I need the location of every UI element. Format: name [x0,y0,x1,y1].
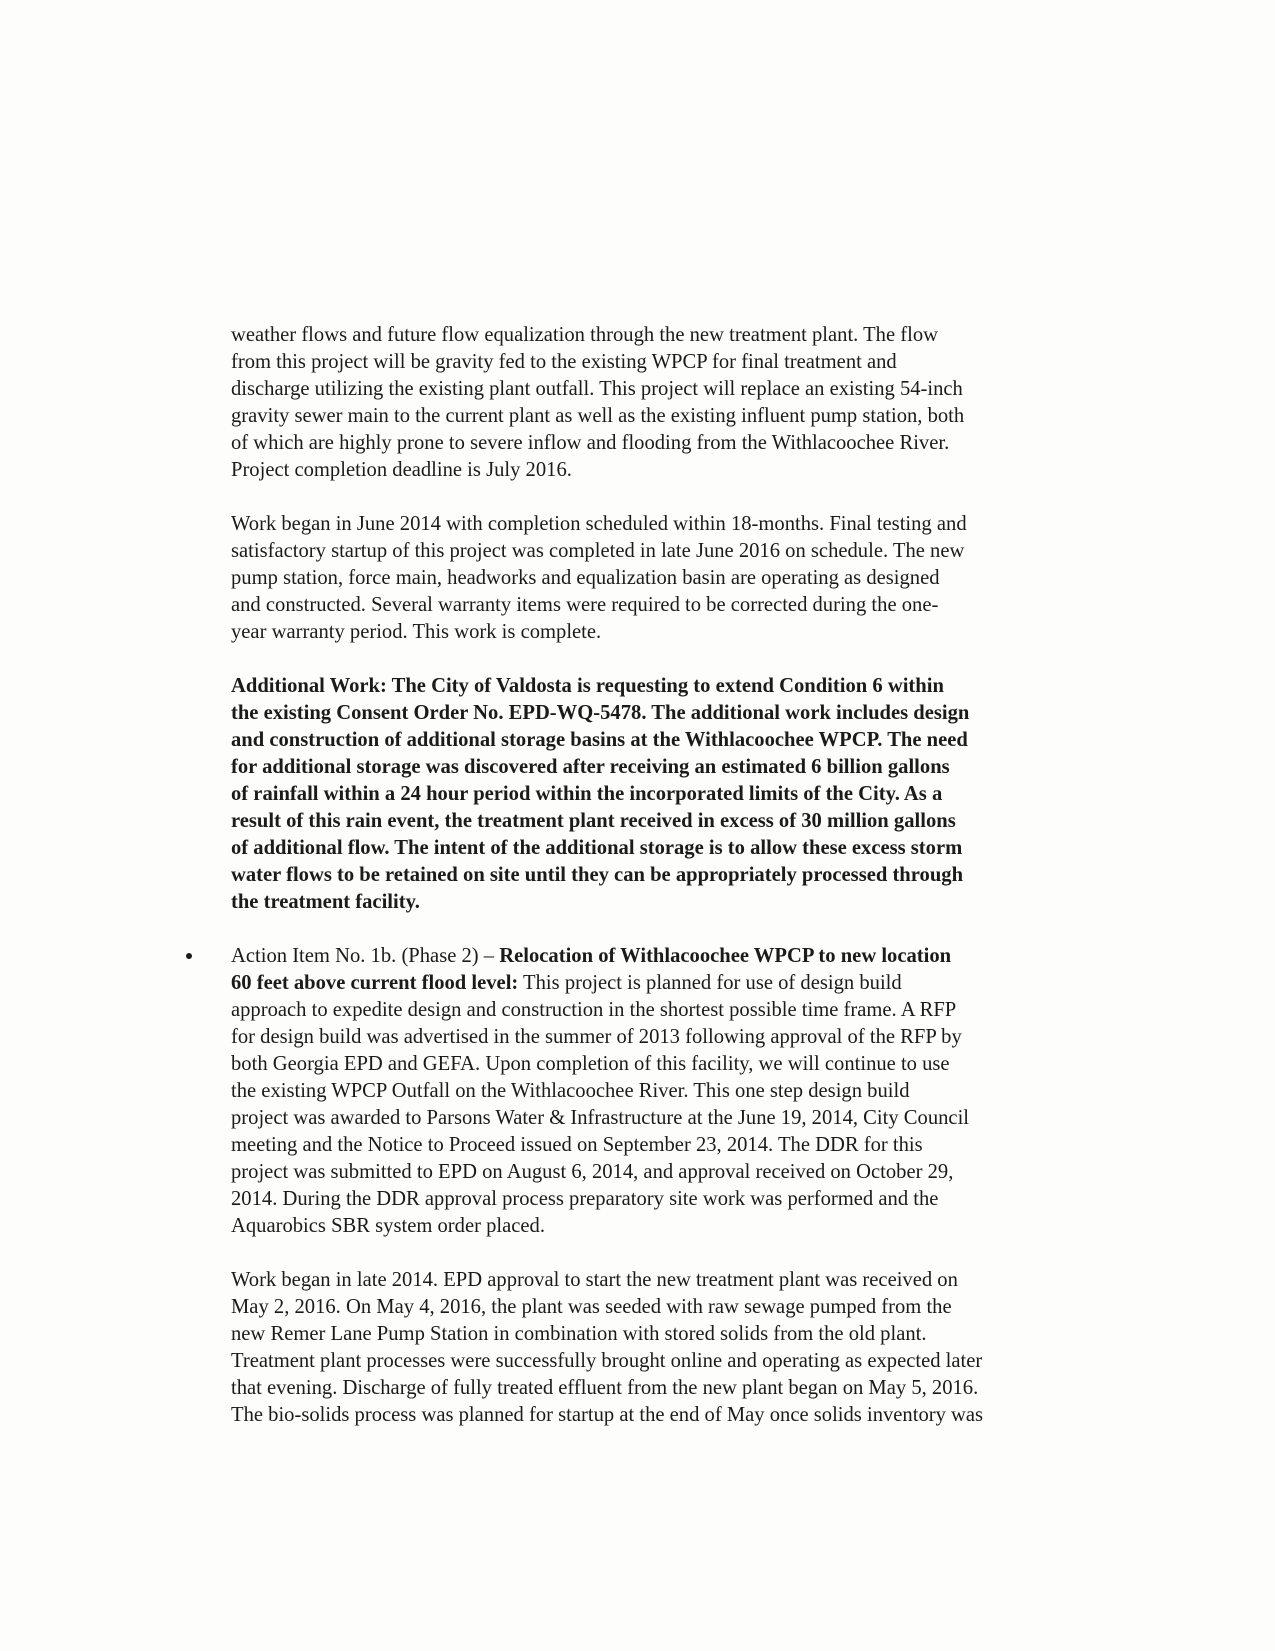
text-line: approach to expedite design and construction in the shortest possible time frame. A RFP [231,999,957,1021]
text-line: satisfactory startup of this project was completed in late June 2016 on schedule. The new [231,540,965,562]
text-line: of additional flow. The intent of the additional storage is to allow these excess storm [231,837,963,859]
text-line: for additional storage was discovered after receiving an estimated 6 billion gallons [231,756,950,778]
text-line: Treatment plant processes were successfully brought online and operating as expected later [231,1350,983,1372]
bullet-lead-text: Action Item No. 1b. (Phase 2) – [231,945,500,967]
bullet-item-action-1b [231,943,1079,1240]
text-line: and constructed. Several warranty items were required to be corrected during the one- [231,594,939,616]
text-line: discharge utilizing the existing plant outfall. This project will replace an existing 54-inch [231,378,963,400]
text-line: that evening. Discharge of fully treated effluent from the new plant began on May 5, 2016. [231,1377,979,1399]
paragraph-work-began-2014 [231,511,1079,646]
text-line: Work began in late 2014. EPD approval to start the new treatment plant was received on [231,1269,958,1291]
bullet-heading-text: Relocation of Withlacoochee WPCP to new location [499,945,952,967]
text-line: the existing Consent Order No. EPD-WQ-5478. The additional work includes design [231,702,970,724]
text-line: of rainfall within a 24 hour period within the incorporated limits of the City. As a [231,783,943,805]
bullet-body-text: This project is planned for use of design build [518,972,902,994]
text-line: of which are highly prone to severe inflow and flooding from the Withlacoochee River. [231,432,950,454]
text-line: project was submitted to EPD on August 6, 2014, and approval received on October 29, [231,1161,954,1183]
bullet-icon [186,953,192,959]
text-line: meeting and the Notice to Proceed issued on September 23, 2014. The DDR for this [231,1134,923,1156]
text-line: water flows to be retained on site until they can be appropriately processed through [231,864,964,886]
bullet-heading-text: 60 feet above current flood level: [231,972,519,994]
text-line: pump station, force main, headworks and equalization basin are operating as designed [231,567,940,589]
text-line: gravity sewer main to the current plant as well as the existing influent pump station, both [231,405,965,427]
text-line: and construction of additional storage basins at the Withlacoochee WPCP. The need [231,729,968,751]
text-line: Work began in June 2014 with completion scheduled within 18-months. Final testing and [231,513,967,535]
text-line: new Remer Lane Pump Station in combination with stored solids from the old plant. [231,1323,927,1345]
paragraph-additional-work [231,673,1079,916]
text-line: project was awarded to Parsons Water & Infrastructure at the June 19, 2014, City Council [231,1107,970,1129]
text-line: for design build was advertised in the summer of 2013 following approval of the RFP by [231,1026,962,1048]
text-line: weather flows and future flow equalization through the new treatment plant. The flow [231,324,939,346]
paragraph-work-began-late-2014 [231,1267,1079,1429]
text-line: the existing WPCP Outfall on the Withlacoochee River. This one step design build [231,1080,910,1102]
text-line: result of this rain event, the treatment plant received in excess of 30 million gallons [231,810,956,832]
text-line: 2014. During the DDR approval process preparatory site work was performed and the [231,1188,939,1210]
text-line: The bio-solids process was planned for startup at the end of May once solids inventory was [231,1404,984,1426]
text-line: Additional Work: The City of Valdosta is requesting to extend Condition 6 within [231,675,944,697]
text-line [231,943,1079,970]
text-line: May 2, 2016. On May 4, 2016, the plant was seeded with raw sewage pumped from the [231,1296,952,1318]
text-line: both Georgia EPD and GEFA. Upon completion of this facility, we will continue to use [231,1053,950,1075]
text-line: Aquarobics SBR system order placed. [231,1215,545,1237]
text-line: year warranty period. This work is complete. [231,621,602,643]
paragraph-flow-equalization [231,322,1079,484]
text-line: from this project will be gravity fed to the existing WPCP for final treatment and [231,351,897,373]
text-line: the treatment facility. [231,891,420,913]
document-body [231,322,1079,1429]
text-line [231,970,1079,997]
text-line: Project completion deadline is July 2016. [231,459,572,481]
